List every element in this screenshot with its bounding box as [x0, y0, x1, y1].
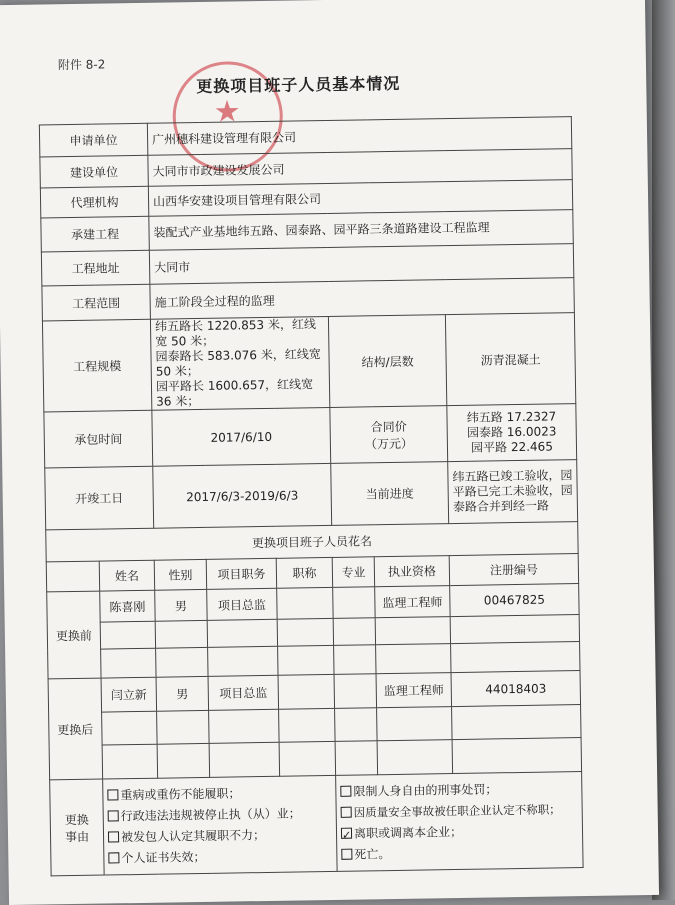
- empty-cell: [156, 647, 208, 677]
- empty-cell: [102, 711, 158, 745]
- reason-option[interactable]: [341, 799, 578, 824]
- structure-value: 沥青混凝土: [445, 313, 575, 406]
- person-name: 陈喜刚: [100, 590, 155, 622]
- empty-cell: [277, 618, 333, 646]
- empty-cell: [450, 615, 579, 644]
- row-reason: [50, 772, 583, 876]
- empty-cell: [377, 740, 453, 775]
- reason-option-text: 个人证书失效；: [121, 849, 206, 865]
- row-contract: [44, 404, 577, 468]
- empty-cell: [333, 618, 375, 646]
- applicant-value: 广州穗科建设管理有限公司: [147, 117, 571, 156]
- contract-price-label: [330, 406, 448, 464]
- address-value: 大同市: [149, 244, 573, 285]
- applicant-label: 申请单位: [39, 123, 148, 157]
- contract-price-value: [447, 404, 577, 462]
- person-reg-no: 00467825: [450, 584, 579, 617]
- empty-cell: [209, 742, 280, 777]
- empty-cell: [452, 705, 582, 740]
- empty-cell: [451, 642, 580, 673]
- empty-cell: [209, 709, 280, 743]
- reason-options-right: [336, 772, 583, 872]
- reason-option-text: 死亡。: [354, 846, 391, 862]
- reason-label: [50, 779, 105, 876]
- contract-time-value: 2017/6/10: [152, 407, 331, 466]
- checkbox-icon[interactable]: [340, 785, 351, 796]
- price-line: 园泰路 16.0023: [466, 424, 557, 440]
- empty-cell: [207, 619, 277, 647]
- price-line: 纬五路 17.2327: [466, 409, 557, 425]
- reason-option-text: 因质量安全事故被任职企业认定不称职；: [353, 801, 561, 820]
- column-header: 项目职务: [206, 558, 276, 589]
- scale-label: 工程规模: [42, 319, 151, 412]
- contract-time-label: 承包时间: [44, 410, 153, 468]
- checkbox-icon[interactable]: [108, 852, 119, 863]
- person-reg-no: 44018403: [451, 671, 581, 707]
- contract-price-label-line: 合同价: [370, 419, 407, 434]
- seal-star-icon: ★: [213, 94, 241, 130]
- empty-cell: [208, 646, 278, 676]
- progress-label: 当前进度: [331, 462, 449, 526]
- after-label: 更换后: [48, 678, 103, 780]
- column-header: 姓名: [99, 560, 154, 591]
- price-line: 园平路 22.465: [470, 439, 554, 455]
- person-major: [333, 587, 375, 619]
- column-header: 职称: [276, 557, 332, 588]
- empty-cell: [376, 644, 451, 674]
- person-qualification: 监理工程师: [375, 586, 450, 618]
- scale-line: 园平路长 1600.657，红线宽 36 米；: [155, 377, 314, 409]
- builder-value: 大同市市政建设发展公司: [148, 149, 572, 187]
- person-gender: 男: [156, 676, 209, 711]
- empty-cell: [155, 620, 207, 648]
- reason-option-text: 被发包人认定其履职不力；: [120, 827, 266, 844]
- before-label: 更换前: [47, 591, 101, 679]
- work-period-label: 开竣工日: [45, 466, 154, 530]
- roster-corner-cell: [46, 561, 99, 592]
- reason-option[interactable]: [341, 841, 578, 866]
- person-qualification: 监理工程师: [376, 673, 452, 708]
- reason-label-line: 更换: [64, 812, 89, 827]
- contract-price-label-line: （万元）: [364, 436, 414, 451]
- checkbox-icon[interactable]: [341, 848, 352, 859]
- scope-value: 施工阶段全过程的监理: [150, 278, 575, 320]
- row-period: [45, 460, 578, 530]
- checkbox-icon[interactable]: [108, 831, 119, 842]
- reason-option-text: 行政违法违规被停止执（从）业；: [120, 805, 301, 823]
- empty-cell: [100, 621, 155, 649]
- progress-value: 纬五路已竣工验收，园平路已完工未验收，园泰路合并到经一路: [448, 460, 578, 524]
- work-period-value: 2017/6/3-2019/6/3: [153, 463, 332, 528]
- empty-cell: [335, 708, 378, 742]
- empty-cell: [279, 741, 336, 776]
- empty-cell: [375, 617, 450, 645]
- empty-cell: [278, 645, 334, 675]
- empty-cell: [157, 710, 210, 744]
- attachment-label: 附件 8-2: [57, 57, 106, 73]
- reason-option-text: 限制人身自由的刑事处罚；: [353, 781, 498, 799]
- column-header: 注册编号: [449, 554, 578, 586]
- project-label: 承建工程: [41, 216, 150, 252]
- person-role: 项目总监: [207, 588, 277, 620]
- person-major: [334, 674, 377, 709]
- empty-cell: [334, 645, 376, 675]
- agency-value: 山西华安建设项目管理有限公司: [148, 180, 572, 217]
- scale-value: [150, 316, 329, 410]
- column-header: 执业资格: [374, 556, 449, 587]
- column-header: 性别: [154, 559, 206, 590]
- project-value: 装配式产业基地纬五路、园泰路、园平路三条道路建设工程监理: [149, 210, 573, 251]
- checkbox-checked-icon[interactable]: [341, 827, 352, 838]
- scale-line: 纬五路长 1220.853 米，红线宽 50 米；: [154, 317, 317, 349]
- info-table: [39, 116, 584, 876]
- reason-options-left: [103, 775, 337, 875]
- reason-option[interactable]: [108, 802, 332, 827]
- column-header: 专业: [332, 557, 374, 588]
- person-role: 项目总监: [208, 675, 279, 710]
- person-title: [277, 587, 333, 619]
- reason-option[interactable]: [108, 844, 332, 869]
- person-title: [278, 674, 335, 709]
- scale-line: 园泰路长 583.076 米，红线宽 50 米；: [155, 347, 321, 379]
- person-gender: 男: [155, 589, 207, 621]
- structure-label: 结构/层数: [328, 315, 446, 408]
- checkbox-icon[interactable]: [107, 789, 118, 800]
- roster-heading: 更换项目班子人员花名: [46, 522, 578, 562]
- empty-cell: [377, 707, 453, 741]
- scope-label: 工程范围: [42, 284, 151, 321]
- reason-label-line: 事由: [64, 829, 90, 844]
- address-label: 工程地址: [41, 250, 150, 286]
- empty-cell: [157, 743, 210, 778]
- empty-cell: [452, 738, 582, 774]
- row-scale: [42, 313, 575, 412]
- document-title: 更换项目班子人员基本情况: [196, 73, 401, 97]
- reason-option-text: 重病或重伤不能履职；: [120, 785, 241, 802]
- builder-label: 建设单位: [40, 155, 148, 188]
- reason-option-text: 离职或调离本企业；: [353, 824, 463, 841]
- checkbox-icon[interactable]: [341, 806, 352, 817]
- checkbox-icon[interactable]: [108, 810, 119, 821]
- agency-label: 代理机构: [40, 186, 148, 218]
- empty-cell: [102, 744, 158, 779]
- person-name: 闫立新: [101, 677, 157, 712]
- empty-cell: [335, 741, 378, 776]
- empty-cell: [279, 708, 336, 742]
- empty-cell: [101, 648, 156, 678]
